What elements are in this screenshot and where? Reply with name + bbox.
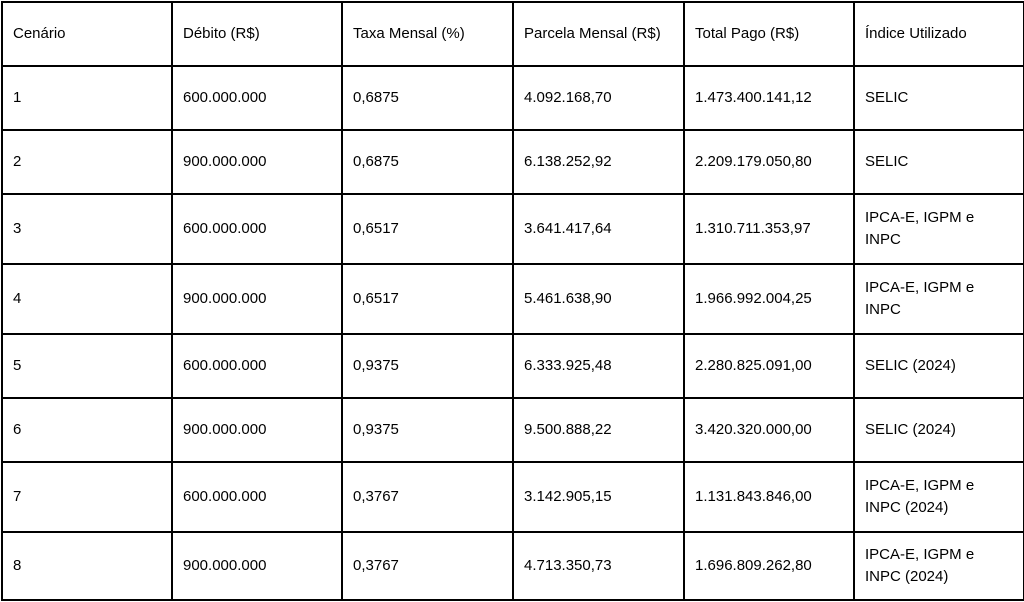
cell-taxa-mensal: 0,6517 bbox=[342, 194, 513, 264]
cell-indice-utilizado: SELIC bbox=[854, 130, 1024, 194]
cell-indice-utilizado: SELIC bbox=[854, 66, 1024, 130]
header-total-pago: Total Pago (R$) bbox=[684, 2, 854, 66]
cell-cenario: 1 bbox=[2, 66, 172, 130]
header-cenario: Cenário bbox=[2, 2, 172, 66]
cell-parcela-mensal: 5.461.638,90 bbox=[513, 264, 684, 334]
cell-indice-utilizado: IPCA-E, IGPM e INPC (2024) bbox=[854, 462, 1024, 532]
scenario-table bbox=[1, 1, 1024, 601]
cell-indice-utilizado: SELIC (2024) bbox=[854, 334, 1024, 398]
header-indice-utilizado: Índice Utilizado bbox=[854, 2, 1024, 66]
table-row bbox=[2, 532, 1024, 600]
cell-parcela-mensal: 3.641.417,64 bbox=[513, 194, 684, 264]
cell-debito: 600.000.000 bbox=[172, 66, 342, 130]
cell-total-pago: 1.473.400.141,12 bbox=[684, 66, 854, 130]
cell-debito: 900.000.000 bbox=[172, 264, 342, 334]
cell-total-pago: 1.310.711.353,97 bbox=[684, 194, 854, 264]
table-row bbox=[2, 398, 1024, 462]
header-taxa-mensal: Taxa Mensal (%) bbox=[342, 2, 513, 66]
cell-debito: 600.000.000 bbox=[172, 334, 342, 398]
cell-indice-utilizado: IPCA-E, IGPM e INPC (2024) bbox=[854, 532, 1024, 600]
table-row bbox=[2, 462, 1024, 532]
header-parcela-mensal: Parcela Mensal (R$) bbox=[513, 2, 684, 66]
table-header-row bbox=[2, 2, 1024, 66]
table-row bbox=[2, 194, 1024, 264]
table-row bbox=[2, 130, 1024, 194]
cell-parcela-mensal: 4.713.350,73 bbox=[513, 532, 684, 600]
cell-total-pago: 1.696.809.262,80 bbox=[684, 532, 854, 600]
cell-total-pago: 1.131.843.846,00 bbox=[684, 462, 854, 532]
cell-cenario: 3 bbox=[2, 194, 172, 264]
cell-taxa-mensal: 0,3767 bbox=[342, 532, 513, 600]
table-row bbox=[2, 264, 1024, 334]
cell-total-pago: 1.966.992.004,25 bbox=[684, 264, 854, 334]
cell-taxa-mensal: 0,9375 bbox=[342, 334, 513, 398]
cell-debito: 600.000.000 bbox=[172, 194, 342, 264]
table-row bbox=[2, 334, 1024, 398]
cell-taxa-mensal: 0,6517 bbox=[342, 264, 513, 334]
cell-parcela-mensal: 3.142.905,15 bbox=[513, 462, 684, 532]
cell-debito: 900.000.000 bbox=[172, 532, 342, 600]
cell-cenario: 7 bbox=[2, 462, 172, 532]
cell-parcela-mensal: 4.092.168,70 bbox=[513, 66, 684, 130]
cell-taxa-mensal: 0,6875 bbox=[342, 66, 513, 130]
header-debito: Débito (R$) bbox=[172, 2, 342, 66]
cell-cenario: 6 bbox=[2, 398, 172, 462]
cell-debito: 600.000.000 bbox=[172, 462, 342, 532]
cell-parcela-mensal: 6.138.252,92 bbox=[513, 130, 684, 194]
cell-taxa-mensal: 0,3767 bbox=[342, 462, 513, 532]
cell-cenario: 2 bbox=[2, 130, 172, 194]
cell-cenario: 8 bbox=[2, 532, 172, 600]
cell-indice-utilizado: SELIC (2024) bbox=[854, 398, 1024, 462]
cell-taxa-mensal: 0,9375 bbox=[342, 398, 513, 462]
cell-indice-utilizado: IPCA-E, IGPM e INPC bbox=[854, 194, 1024, 264]
cell-debito: 900.000.000 bbox=[172, 130, 342, 194]
cell-total-pago: 3.420.320.000,00 bbox=[684, 398, 854, 462]
cell-cenario: 4 bbox=[2, 264, 172, 334]
cell-cenario: 5 bbox=[2, 334, 172, 398]
cell-parcela-mensal: 6.333.925,48 bbox=[513, 334, 684, 398]
cell-debito: 900.000.000 bbox=[172, 398, 342, 462]
cell-total-pago: 2.280.825.091,00 bbox=[684, 334, 854, 398]
cell-indice-utilizado: IPCA-E, IGPM e INPC bbox=[854, 264, 1024, 334]
cell-total-pago: 2.209.179.050,80 bbox=[684, 130, 854, 194]
cell-taxa-mensal: 0,6875 bbox=[342, 130, 513, 194]
table-row bbox=[2, 66, 1024, 130]
cell-parcela-mensal: 9.500.888,22 bbox=[513, 398, 684, 462]
